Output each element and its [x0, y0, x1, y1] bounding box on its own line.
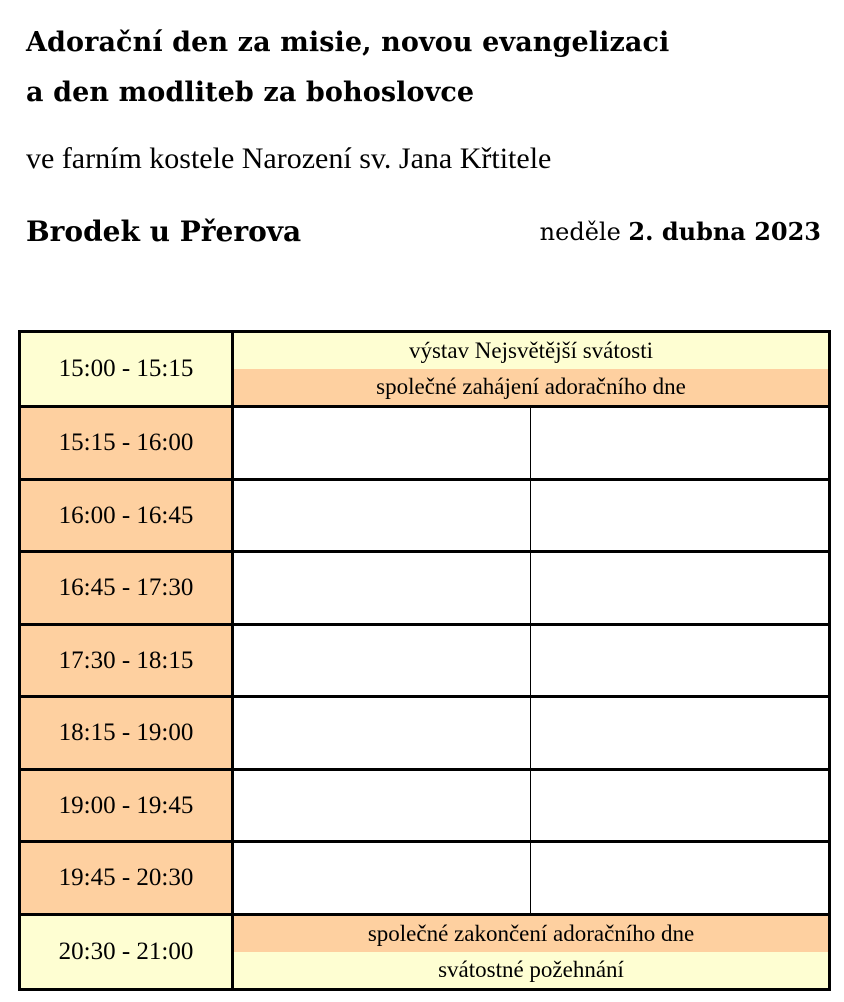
closing-line-2: svátostné požehnání: [234, 952, 828, 988]
time-cell: 19:45 - 20:30: [20, 842, 233, 915]
slot-cell-right[interactable]: [531, 480, 830, 552]
closing-line-1: společné zakončení adoračního dne: [234, 916, 828, 952]
event-date: [540, 211, 821, 253]
time-cell: 18:15 - 19:00: [20, 697, 233, 770]
date-prefix: neděle: [539, 218, 621, 246]
slot-cell-right[interactable]: [531, 842, 830, 915]
schedule-row: [20, 842, 830, 915]
slot-cell-left[interactable]: [233, 770, 531, 842]
time-cell: 16:00 - 16:45: [20, 480, 233, 552]
slot-cell-left[interactable]: [233, 842, 531, 915]
schedule-row-opening: [20, 332, 830, 407]
title-line-1: Adorační den za misie, novou evangelizaci: [26, 27, 670, 58]
slot-cell-right[interactable]: [531, 552, 830, 625]
time-cell: 19:00 - 19:45: [20, 770, 233, 842]
slot-cell-left[interactable]: [233, 480, 531, 552]
slot-cell-left[interactable]: [233, 697, 531, 770]
opening-line-2: společné zahájení adoračního dne: [234, 369, 828, 405]
schedule-row: [20, 552, 830, 625]
slot-cell-left[interactable]: [233, 407, 531, 480]
slot-cell-right[interactable]: [531, 625, 830, 697]
time-cell: 17:30 - 18:15: [20, 625, 233, 697]
slot-cell-right[interactable]: [531, 697, 830, 770]
schedule-table: [18, 330, 831, 991]
slot-cell-left[interactable]: [233, 552, 531, 625]
slot-cell-right[interactable]: [531, 407, 830, 480]
place-name: Brodek u Přerova: [26, 215, 302, 248]
opening-cell: [233, 332, 830, 407]
date-value: 2. dubna 2023: [628, 217, 821, 246]
church-subtitle: ve farním kostele Narození sv. Jana Křtitele: [26, 142, 552, 175]
time-cell: 15:15 - 16:00: [20, 407, 233, 480]
schedule-row: [20, 697, 830, 770]
time-cell: 15:00 - 15:15: [20, 332, 233, 407]
opening-line-1: výstav Nejsvětější svátosti: [234, 333, 828, 369]
schedule-row: [20, 770, 830, 842]
page-title: [26, 18, 669, 118]
schedule-row: [20, 480, 830, 552]
schedule-row: [20, 625, 830, 697]
schedule-row: [20, 407, 830, 480]
slot-cell-left[interactable]: [233, 625, 531, 697]
time-cell: 16:45 - 17:30: [20, 552, 233, 625]
closing-cell: [233, 915, 830, 990]
schedule-row-closing: [20, 915, 830, 990]
time-cell: 20:30 - 21:00: [20, 915, 233, 990]
slot-cell-right[interactable]: [531, 770, 830, 842]
title-line-2: a den modliteb za bohoslovce: [26, 77, 475, 108]
